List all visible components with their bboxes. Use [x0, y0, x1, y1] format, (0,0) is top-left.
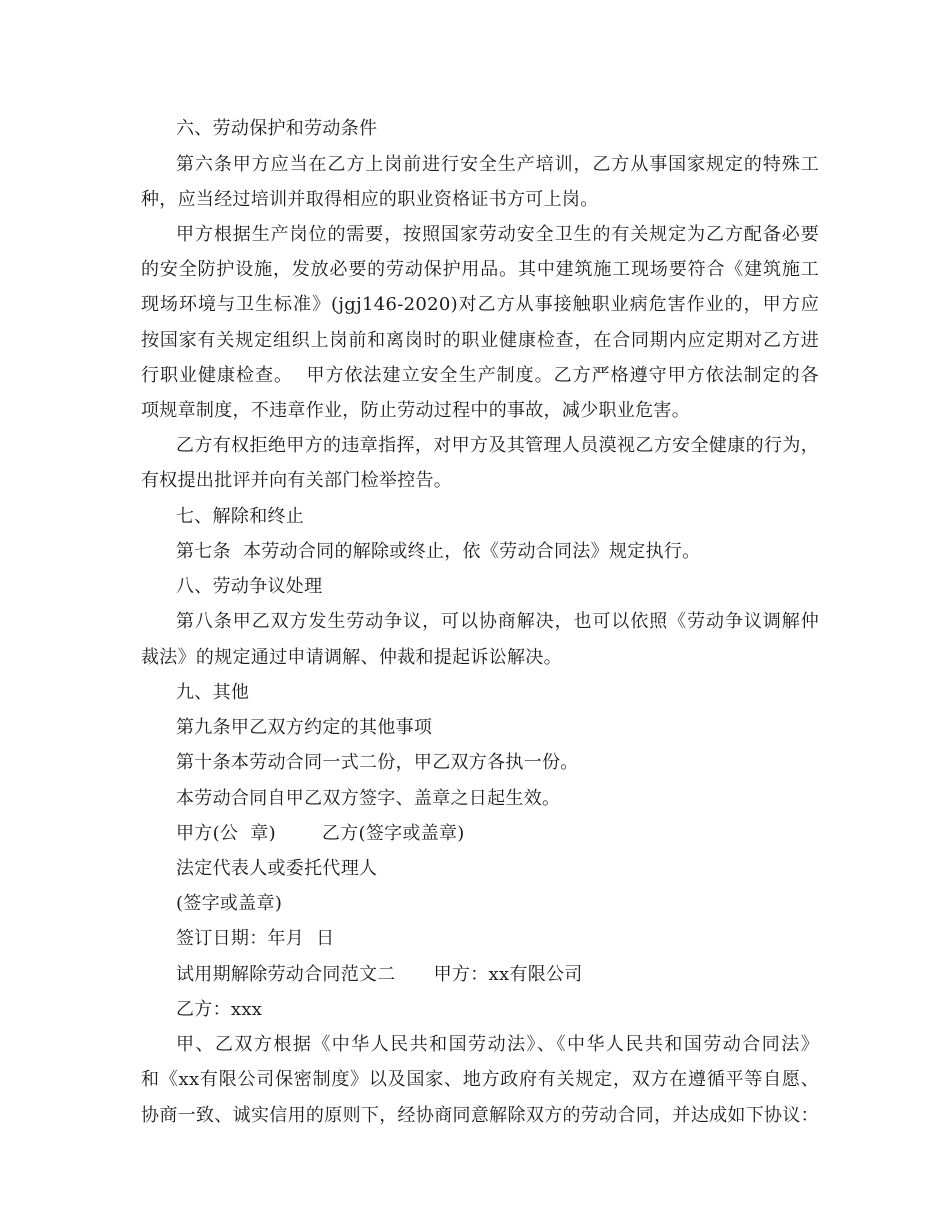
section-heading-6: 六、劳动保护和劳动条件	[176, 118, 378, 139]
paragraph-line: 本劳动合同自甲乙双方签字、盖章之日起生效。	[176, 788, 561, 809]
paragraph-line: 有权提出批评并向有关部门检举控告。	[141, 470, 453, 491]
section-heading-9: 九、其他	[176, 682, 250, 703]
paragraph-line: 第六条甲方应当在乙方上岗前进行安全生产培训，乙方从事国家规定的特殊工	[176, 154, 819, 175]
paragraph-line: 和《xx有限公司保密制度》以及国家、地方政府有关规定，双方在遵循平等自愿、	[141, 1069, 819, 1090]
party-a-seal-label: 甲方(公 章)	[176, 823, 276, 844]
paragraph-line: 的安全防护设施，发放必要的劳动保护用品。其中建筑施工现场要符合《建筑施工	[141, 259, 819, 280]
paragraph-line: (签字或盖章)	[176, 893, 283, 914]
party-b-name: 乙方：xxx	[176, 999, 263, 1020]
sample-title-row	[176, 963, 583, 987]
paragraph-line: 法定代表人或委托代理人	[176, 858, 378, 879]
paragraph-line: 第九条甲乙双方约定的其他事项	[176, 717, 433, 738]
section-heading-8: 八、劳动争议处理	[176, 576, 323, 597]
paragraph-line: 第十条本劳动合同一式二份，甲乙双方各执一份。	[176, 752, 579, 773]
sample-title: 试用期解除劳动合同范文二	[176, 964, 396, 985]
paragraph-line: 第八条甲乙双方发生劳动争议，可以协商解决，也可以依照《劳动争议调解仲	[176, 611, 819, 632]
paragraph-line: 裁法》的规定通过申请调解、仲裁和提起诉讼解决。	[141, 647, 562, 668]
paragraph-line: 第七条 本劳动合同的解除或终止，依《劳动合同法》规定执行。	[176, 541, 701, 562]
signature-row	[176, 822, 465, 846]
paragraph-line: 按国家有关规定组织上岗前和离岗时的职业健康检查，在合同期内应定期对乙方进	[141, 330, 819, 351]
party-a-name: 甲方：xx有限公司	[433, 964, 583, 985]
paragraph-line: 现场环境与卫生标准》(jgj146-2020)对乙方从事接触职业病危害作业的，甲方应	[141, 294, 819, 315]
paragraph-line: 乙方有权拒绝甲方的违章指挥，对甲方及其管理人员漠视乙方安全健康的行为，	[176, 435, 819, 456]
paragraph-line: 种，应当经过培训并取得相应的职业资格证书方可上岗。	[141, 189, 599, 210]
paragraph-line: 项规章制度，不违章作业，防止劳动过程中的事故，减少职业危害。	[141, 400, 690, 421]
party-b-signature-label: 乙方(签字或盖章)	[321, 823, 465, 844]
paragraph-line: 协商一致、诚实信用的原则下，经协商同意解除双方的劳动合同，并达成如下协议：	[141, 1105, 819, 1126]
paragraph-line: 甲方根据生产岗位的需要，按照国家劳动安全卫生的有关规定为乙方配备必要	[176, 224, 819, 245]
paragraph-line: 行职业健康检查。 甲方依法建立安全生产制度。乙方严格遵守甲方依法制定的各	[141, 365, 819, 386]
section-heading-7: 七、解除和终止	[176, 506, 305, 527]
signing-date-line: 签订日期：年月 日	[176, 928, 335, 949]
paragraph-line: 甲、乙双方根据《中华人民共和国劳动法》、《中华人民共和国劳动合同法》	[176, 1034, 819, 1055]
